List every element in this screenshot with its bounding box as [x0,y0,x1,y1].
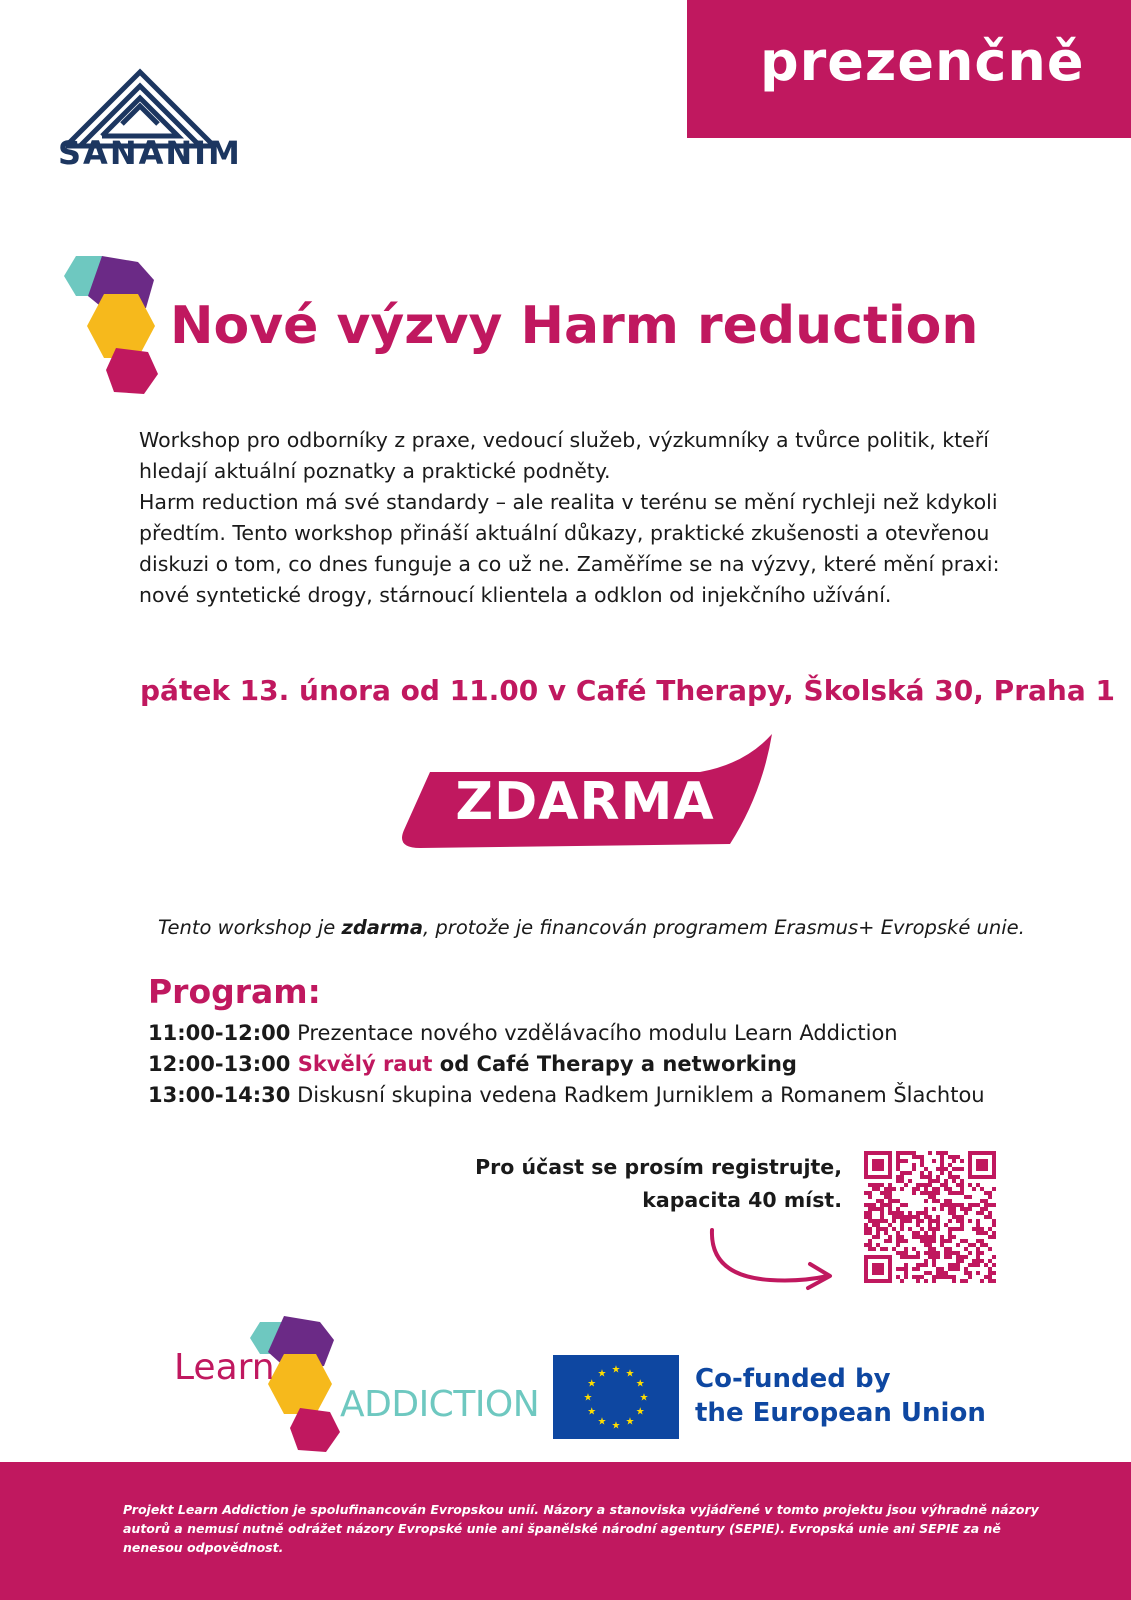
intro-text [139,425,1039,611]
program-highlight: Skvělý raut [290,1052,433,1076]
eu-star-icon: ★ [611,1364,621,1376]
funding-note-after: , protože je financován programem Erasmus+ Evropské unie. [423,916,1025,939]
hexagon-cluster-icon [60,256,165,404]
eu-line-2: the European Union [695,1398,986,1428]
program-item [148,1049,985,1080]
mode-label: prezenčně [760,30,1085,93]
learn-addiction-learn: Learn [174,1347,275,1388]
eu-star-icon: ★ [639,1392,649,1404]
program-time: 11:00-12:00 [148,1021,291,1045]
registration-text [430,1151,842,1217]
page-title: Nové výzvy Harm reduction [170,296,979,356]
eu-star-icon: ★ [587,1378,597,1390]
program-item [148,1080,985,1111]
program-time: 12:00-13:00 [148,1052,291,1076]
eu-star-icon: ★ [587,1406,597,1418]
program-list [148,1018,985,1111]
registration-line-2: kapacita 40 míst. [642,1188,842,1212]
intro-paragraph-1: Workshop pro odborníky z praxe, vedoucí služeb, výzkumníky a tvůrce politik, kteří hledají aktuální poznatky a praktické podněty. [139,428,989,483]
eu-line-1: Co-funded by [695,1364,891,1394]
program-text: Diskusní skupina vedena Radkem Jurniklem a Romanem Šlachtou [290,1083,985,1107]
eu-star-icon: ★ [625,1368,635,1380]
qr-code-icon[interactable] [864,1151,996,1283]
eu-star-icon: ★ [625,1416,635,1428]
registration-line-1: Pro účast se prosím registrujte, [475,1155,842,1179]
eu-star-icon: ★ [597,1368,607,1380]
logo-text: SANANIM [58,134,242,172]
funding-note [158,916,1025,939]
free-badge-label: ZDARMA [455,772,715,832]
eu-star-icon: ★ [583,1392,593,1404]
funding-note-before: Tento workshop je [158,916,342,939]
funding-note-emphasis: zdarma [341,916,424,939]
eu-star-icon: ★ [635,1378,645,1390]
footer-disclaimer: Projekt Learn Addiction je spolufinancován Evropskou unií. Názory a stanoviska vyjádřené v tomto projektu jsou výhradně názory autorů a nemusí nutně odrážet názory Evropské unie ani španělské národní agentury (SEPIE). Evropská unie ani SEPIE za ně nenesou odpovědnost. [123,1502,1039,1555]
eu-cofunded-text [695,1362,986,1430]
program-item [148,1018,985,1049]
program-time: 13:00-14:30 [148,1083,291,1107]
eu-star-icon: ★ [597,1416,607,1428]
event-details: pátek 13. února od 11.00 v Café Therapy, Školská 30, Praha 1 [140,674,1115,707]
program-heading: Program: [148,972,321,1011]
learn-addiction-addiction: ADDICTION [340,1384,540,1425]
arrow-icon [700,1224,840,1304]
program-text: od Café Therapy a networking [432,1052,797,1076]
program-text: Prezentace nového vzdělávacího modulu Learn Addiction [290,1021,898,1045]
eu-star-icon: ★ [611,1420,621,1432]
eu-star-icon: ★ [635,1406,645,1418]
eu-flag-icon [553,1355,679,1439]
intro-paragraph-2: Harm reduction má své standardy – ale realita v terénu se mění rychleji než kdykoli předtím. Tento workshop přináší aktuální důkazy, praktické zkušenosti a otevřenou diskuzi o tom, co dnes funguje a co už ne. Zaměříme se na výzvy, které mění praxi: nové syntetické drogy, stárnoucí klientela a odklon od injekčního užívání. [139,490,1000,607]
